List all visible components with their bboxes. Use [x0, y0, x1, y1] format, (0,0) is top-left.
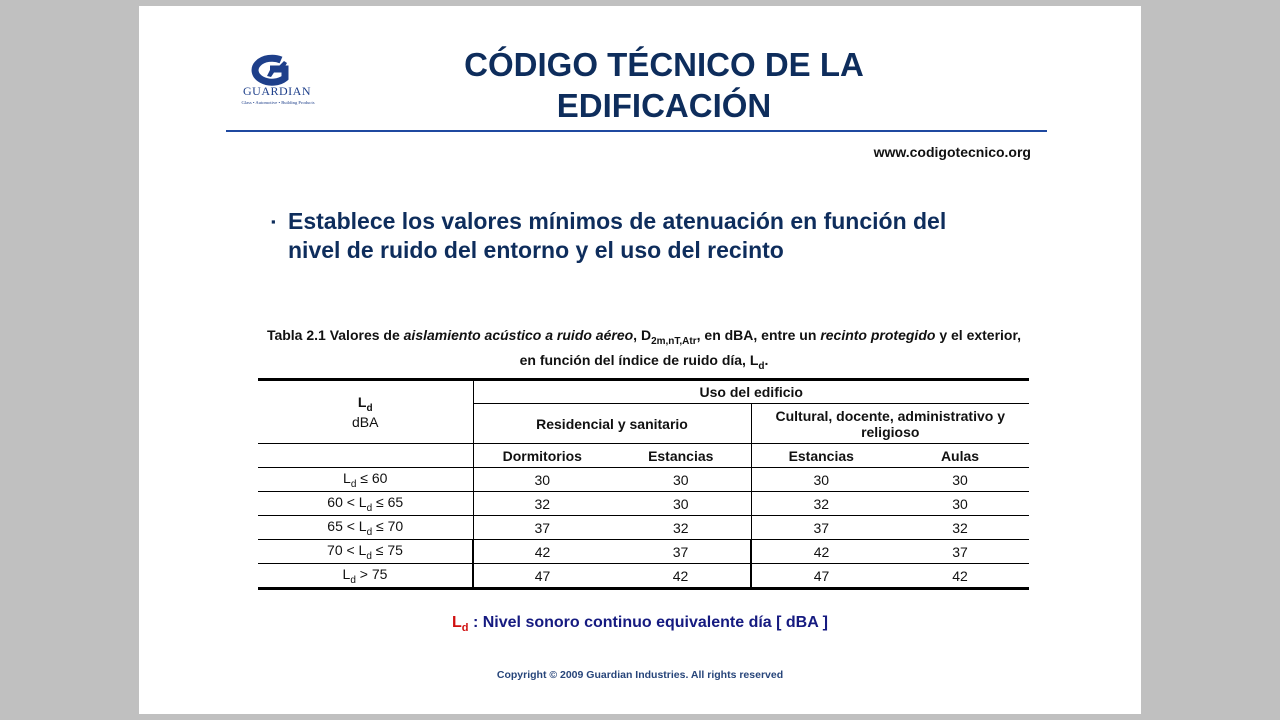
caption-part: y el exterior, en función del índice de ruido día, L — [519, 327, 1022, 368]
table-row — [258, 492, 1029, 516]
table-cell: 32 — [751, 492, 891, 516]
caption-italic: aislamiento acústico a ruido aéreo — [403, 327, 634, 343]
table-cell: 47 — [751, 564, 891, 589]
guardian-emblem-icon — [233, 54, 323, 86]
table-row — [258, 564, 1029, 589]
column-header: Estancias — [751, 444, 891, 468]
slide — [139, 6, 1141, 714]
ld-range-cell: $70 < L_d \le 75$ — [258, 540, 473, 564]
ld-range-cell: $60 < L_d \le 65$ — [258, 492, 473, 516]
table-cell: 42 — [611, 564, 751, 589]
table-cell: 42 — [473, 540, 611, 564]
caption-italic: recinto protegido — [820, 327, 936, 343]
table-cell: 37 — [611, 540, 751, 564]
table-header-row — [258, 380, 1029, 404]
ld-range-cell: $65 < L_d \le 70$ — [258, 516, 473, 540]
table-cell: 37 — [473, 516, 611, 540]
table-row — [258, 516, 1029, 540]
header-divider — [226, 130, 1047, 132]
table-cell: 32 — [611, 516, 751, 540]
table-cell: 47 — [473, 564, 611, 589]
table-cell: 32 — [891, 516, 1029, 540]
ld-unit: dBA — [352, 413, 379, 430]
title-line-2: EDIFICACIÓN — [556, 87, 772, 124]
bullet-square-icon: ▪ — [271, 214, 276, 229]
caption-subscript: 2m,nT,Atr — [651, 335, 697, 347]
table-cell: 30 — [891, 468, 1029, 492]
table-cell: 30 — [473, 468, 611, 492]
bullet-text: Establece los valores mínimos de atenuación en función del nivel de ruido del entorno y el uso del recinto — [288, 208, 947, 263]
ld-header-label: $L_d$ — [357, 394, 373, 414]
legend-symbol: $L_d$ — [452, 614, 469, 635]
insulation-table — [258, 378, 1029, 590]
table-column-row — [258, 444, 1029, 468]
column-header-empty — [258, 444, 473, 468]
table-cell: 42 — [751, 540, 891, 564]
table-cell: 30 — [891, 492, 1029, 516]
ld-header-cell — [258, 380, 473, 444]
caption-part: , D — [633, 327, 652, 343]
table-cell: 32 — [473, 492, 611, 516]
column-header: Dormitorios — [473, 444, 611, 468]
ld-legend — [139, 614, 1141, 634]
table-cell: 30 — [611, 468, 751, 492]
caption-part: . — [764, 351, 769, 368]
table-cell: 37 — [751, 516, 891, 540]
website-url: www.codigotecnico.org — [873, 144, 1031, 160]
table-cell: 42 — [891, 564, 1029, 589]
logo-name: GUARDIAN — [243, 84, 311, 98]
guardian-logo — [233, 54, 323, 114]
caption-part: , en dBA, entre un — [696, 327, 821, 343]
table-cell: 30 — [751, 468, 891, 492]
table-cell: 37 — [891, 540, 1029, 564]
uso-header: Uso del edificio — [473, 380, 1029, 404]
copyright-footer: Copyright © 2009 Guardian Industries. All rights reserved — [496, 669, 784, 681]
caption-part: Tabla 2.1 Valores de — [266, 327, 404, 343]
group-cultural: Cultural, docente, administrativo y religioso — [751, 404, 1029, 444]
caption-subscript: d — [758, 360, 765, 372]
legend-text: : Nivel sonoro continuo equivalente día [ dBA ] — [468, 614, 828, 631]
ld-range-cell: $L_d \le 60$ — [258, 468, 473, 492]
group-residencial: Residencial y sanitario — [473, 404, 751, 444]
table-cell: 30 — [611, 492, 751, 516]
title-line-1: CÓDIGO TÉCNICO DE LA — [464, 46, 864, 83]
column-header: Estancias — [611, 444, 751, 468]
page-title — [389, 44, 939, 126]
column-header: Aulas — [891, 444, 1029, 468]
logo-tagline: Glass • Automotive • Building Products — [241, 100, 315, 105]
table-row — [258, 540, 1029, 564]
table-row — [258, 468, 1029, 492]
bullet-point — [271, 207, 991, 265]
ld-range-cell: $L_d > 75$ — [258, 564, 473, 589]
table-caption — [264, 326, 1024, 376]
